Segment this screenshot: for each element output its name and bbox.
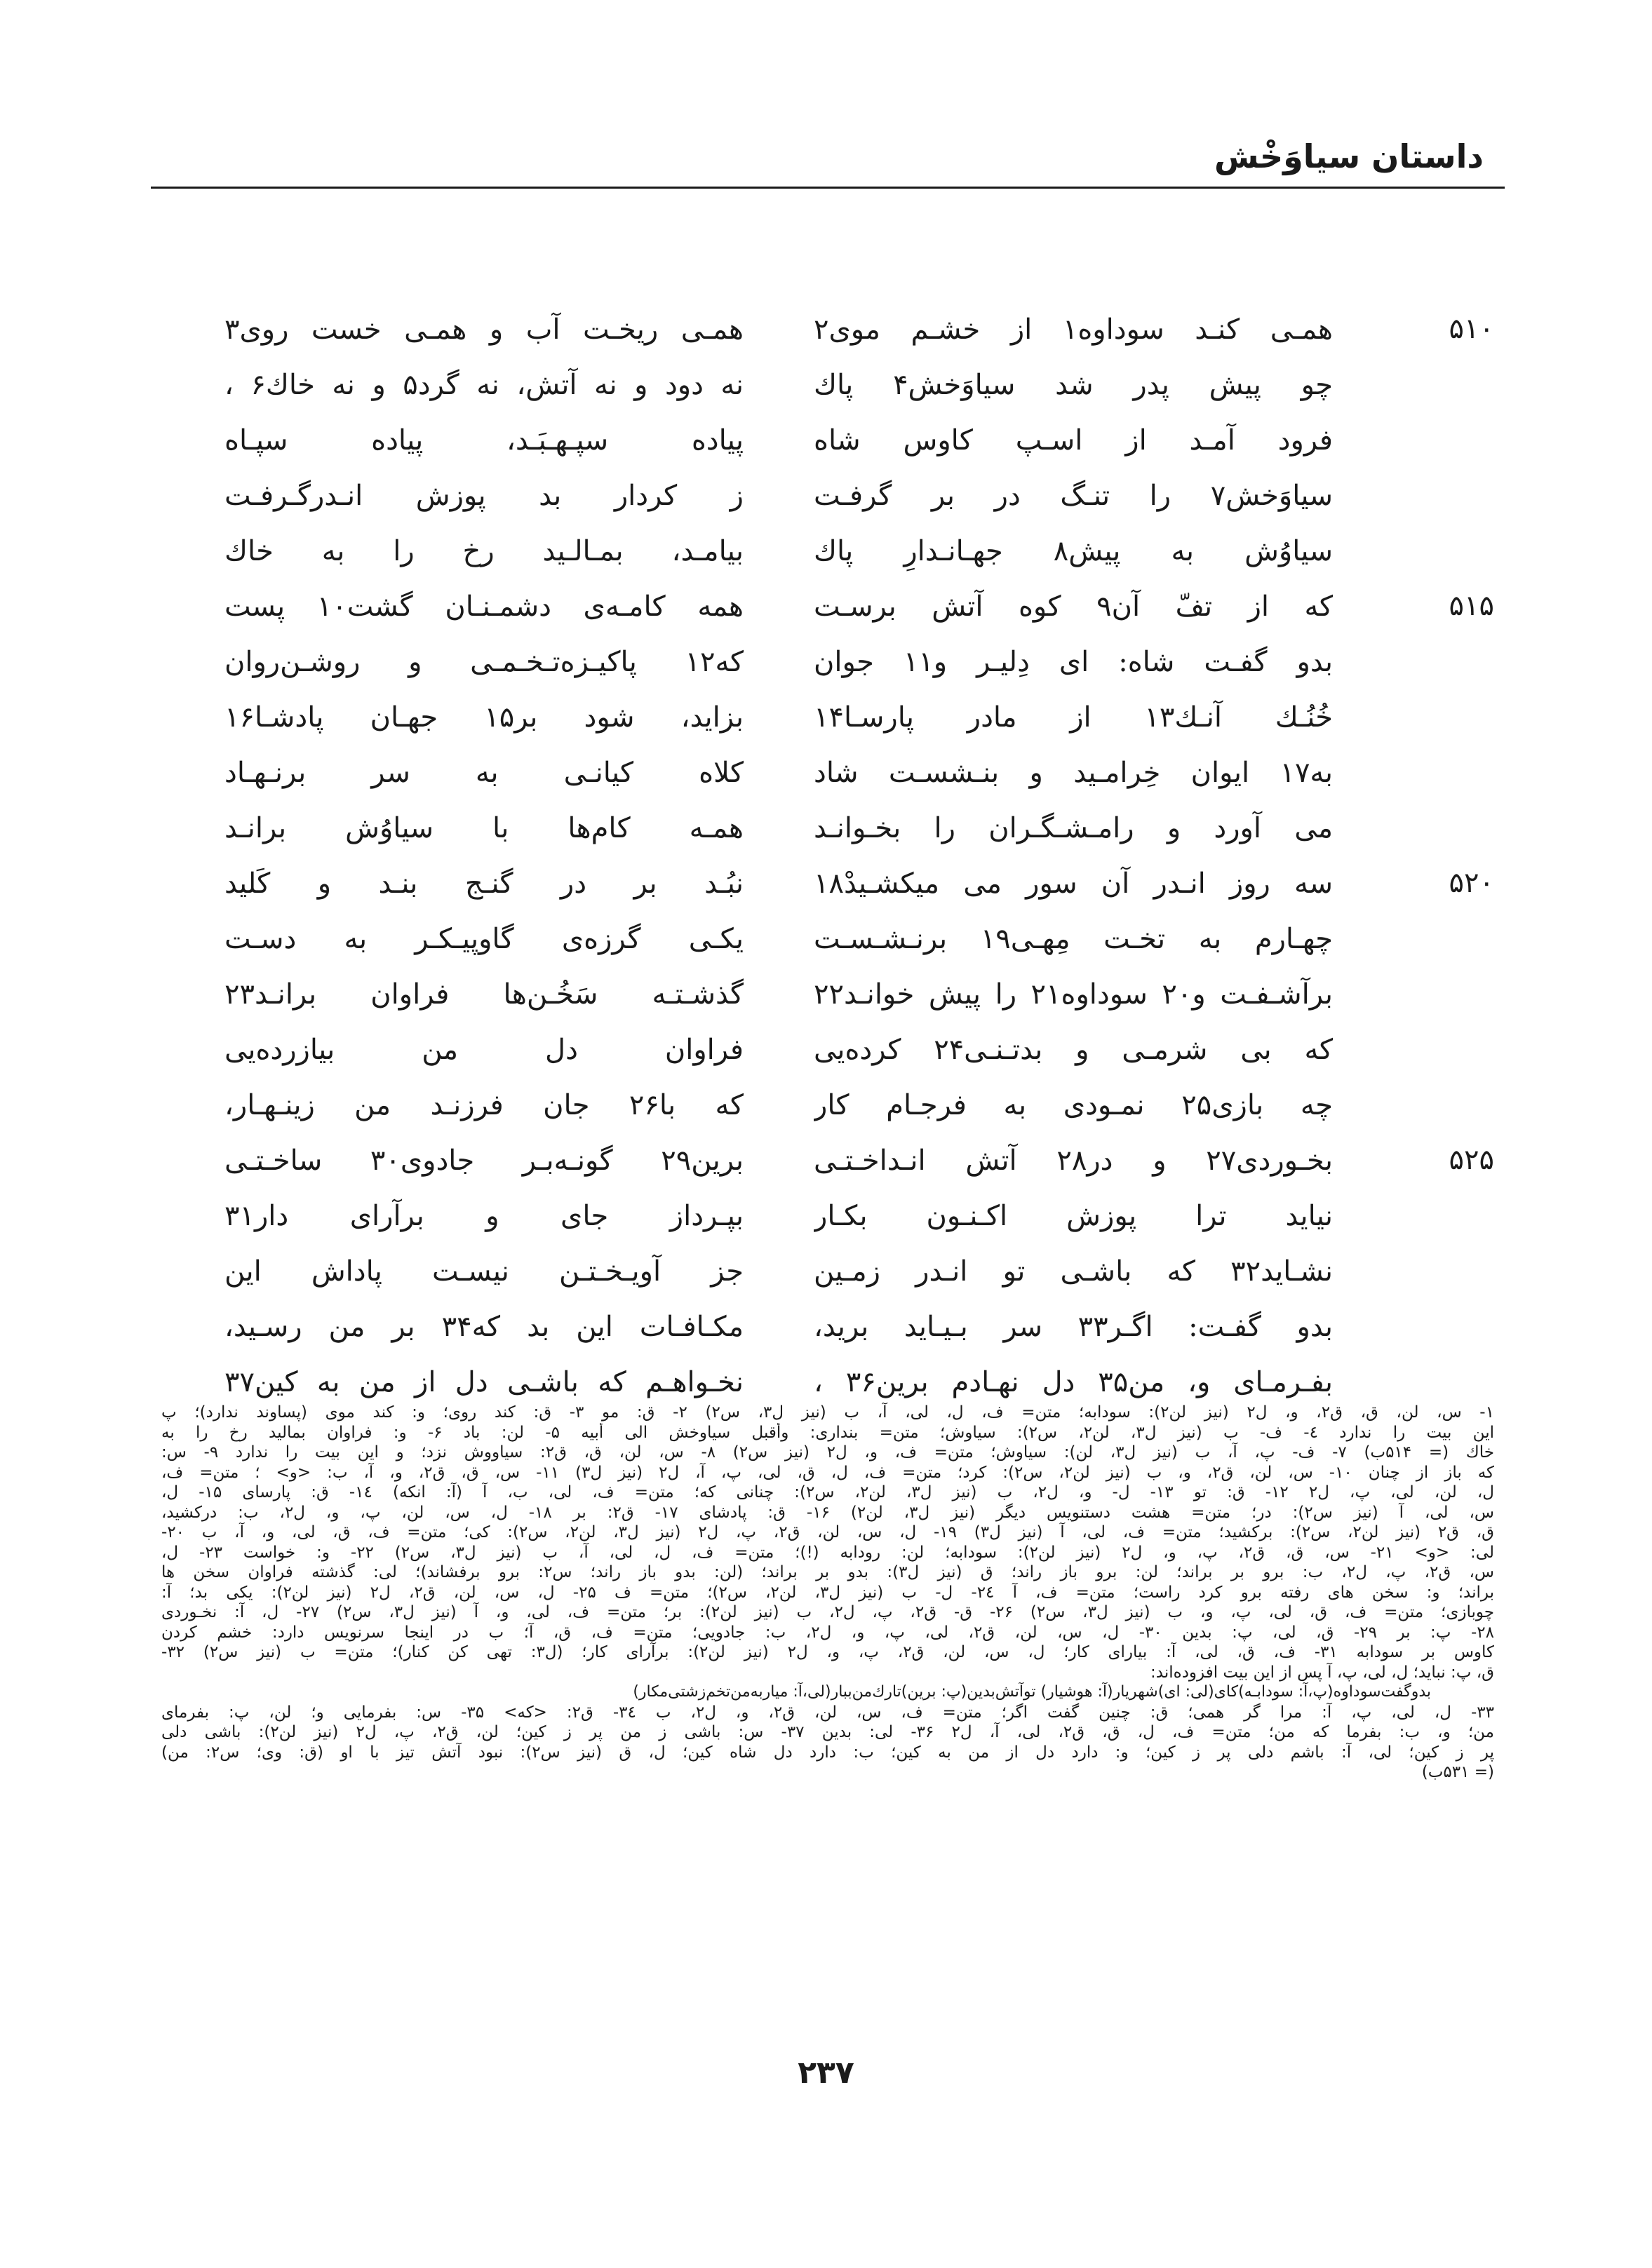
verse-row [161,530,1494,586]
footnote-line: ل، لن، لی، پ، ل۲ ۱۲- ق: تو ۱۳- ل- و، ل۲، ب (نیز ل۳، لن۲، س۲): چنانی که؛ متن= ف، لی، ب، آ (آ: انکه) ١٤- ق: پارسای ۱۵- ل، [161,1483,1494,1501]
footnote-line: این بیت را ندارد ٤- ف- ب (نیز ل۳، لن۲، س۲): سیاوش؛ متن= بنداری: وأقبل سیاوخش الی أبیه ۵- لن: باد ۶- و: فراوان بمالید رخ را به [161,1423,1494,1442]
verse-first-hemistich: نشـاید۳۲ که باشـی تو انـدر زمـین [814,1255,1333,1288]
verse-second-hemistich: نبُـد بر در گنـج بنـد و کَلید [224,868,744,900]
verse-first-hemistich: سیاوُش به پیش۸ جهـانـدارِ پاك [814,535,1333,567]
verse-second-hemistich: که۱۲ پاکیـزه‌تـخـمـی و روشـن‌روان [224,646,744,678]
verse-row [161,364,1494,419]
verse-row [161,586,1494,641]
footnote-line: (= ۵۳۱ب) [1421,1763,1494,1781]
verse-row [161,641,1494,696]
verse-second-hemistich: همـی ریخـت آب و همـی خست روی۳ [224,313,744,346]
verse-first-hemistich: نیاید ترا پوزش اکـنـون بکـار [814,1200,1333,1232]
verse-row [161,475,1494,530]
verse-second-hemistich: نه دود و نه آتش، نه گرد۵ و نه خاك۶ ، [224,369,744,401]
footnote-line: س، لی، آ (نیز س۲): در؛ متن= هشت دستنویس دیگر (نیز ل۳، لن۲) ۱۶- ق: پادشای ۱۷- ق۲: بر ۱۸- ل، س، لن، پ، و، ل۲، ب: درکشید، [161,1503,1494,1522]
footnote-line: ۱- س، لن، ق، ق۲، و، ل۲ (نیز لن۲): سودابه؛ متن= ف، ل، لی، آ، ب (نیز ل۳، س۲) ۲- ق: مو ۳- ق: کند روی؛ و: کند موی (پساوند ندارد)؛ پ [161,1403,1494,1422]
verse-second-hemistich: بزاید، شود بر۱۵ جهـان پادشـا۱۶ [224,701,744,734]
verse-first-hemistich: چه بازی۲۵ نمـودی به فرجـام کار [814,1089,1333,1121]
verse-first-hemistich: همـی کنـد سوداوه۱ از خشـم موی۲ [814,313,1333,346]
verse-row [161,419,1494,475]
verse-row [161,1306,1494,1361]
verse-first-hemistich: سه روز انـدر آن سور می میکشـیدْ۱۸ [814,868,1333,900]
verse-second-hemistich: ز کردار بد پوزش انـدرگـرفـت [224,480,744,512]
verse-second-hemistich: نخـواهـم که باشـی دل از من به کین۳۷ [224,1366,744,1398]
verse-second-hemistich: فراوان دل من بیازرده‌یی [224,1034,744,1066]
footnote-line: س، ق۲، پ، ل۲، ب: برو بر براند؛ لن: برو باز راند؛ ق (نیز ل۳): بدو بر براند؛ (لن: بدو باز راند؛ س۲: برو برفشاند)؛ لی: گذشته فراوان سخن ها [161,1563,1494,1581]
verse-first-hemistich: که از تفّ آن۹ کوه آتش برسـت [814,590,1333,623]
verse-row [161,1195,1494,1250]
verse-number: ۵۱۵ [1449,590,1494,622]
footnote-line: ق، ق۲ (نیز لن۲، س۲): برکشید؛ متن= ف، لی، آ (نیز ل۳) ۱۹- ل، س، لن، ق۲، پ، ل۲ (نیز ل۳، لن۲، س۲): کی؛ متن= ف، ق، لی، و، آ، ب ۲۰- [161,1523,1494,1541]
verse-row [161,1140,1494,1195]
verse-row [161,863,1494,918]
footnote-line: براند؛ و: سخن های رفته برو کرد راست؛ متن= ف، آ ۲٤- ل- ب (نیز ل۳، لن۲، س۲)؛ متن= ف ۲۵- ل، س، لن، ق۲، ل۲ (نیز لن۲): یکی بد؛ آ: [161,1583,1494,1602]
verse-first-hemistich: خُنُـك آنـك۱۳ از مادر پارسـا۱۴ [814,701,1333,734]
verse-first-hemistich: سیاوَخش۷ را تنـگ در بر گرفـت [814,480,1333,512]
verse-second-hemistich: جز آویـخـتـن نیسـت پاداش این [224,1255,744,1288]
footnote-line: ۳۳- ل، لی، پ، آ: مرا گر همی؛ ق: چنین گفت اگر؛ متن= ف، س، لن، ق۲، و، ل۲، ب ۳٤- ق۲: <که> ۳۵- س: بفرمایی و؛ لن، پ: بفرمای [161,1703,1494,1722]
footnote-line: خاك (= ۵۱۴ب) ۷- ف- پ، آ، ب (نیز ل۳، لن): سیاوش؛ متن= ف، و، ل۲ (نیز س۲) ۸- س، لن، ق، ق۲: سیاووش نزد؛ و این بیت را ندارد ۹- س: [161,1443,1494,1462]
footnote-line: ۲۸- پ: بر ۲۹- ق، لی، پ: بدین ۳۰- ل، س، لن، ق۲، لی، پ، و، ل۲، ب: جادویی؛ متن= ف، ق، آ؛ ب در اینجا سرنویس دارد: خشم کردن [161,1623,1494,1642]
verse-first-hemistich: چهـارم به تخـت مِهـی۱۹ برنـشـسـت [814,923,1333,955]
verse-first-hemistich: بدو گفـت: اگـر۳۳ سر بـیـاید برید، [814,1311,1333,1343]
footnote-line: که باز از چنان ۱۰- س، لن، ق۲، و، ب (نیز لن۲، س۲): کرد؛ متن= ف، ل، ق، لی، پ، آ، ل۲ (نیز ل۳) ۱۱- س، ق، ق۲، و، آ، ب: <و> ؛ متن= ف، [161,1463,1494,1482]
verse-second-hemistich: بیامـد، بمـالـید رخ را به خاك [224,535,744,567]
verse-number: ۵۱۰ [1449,313,1494,345]
verse-first-hemistich: فرود آمـد از اسـپ کاوس شاه [814,424,1333,457]
verse-row [161,918,1494,973]
footnote-added-verse: بدوگفت‌سوداوه(پ،آ: سودابـه)کای(لی: ای)شهریار(آ: هوشیار) توآتش‌بدین(پ: برین)تارك‌من‌ببار(لی،آ: میاربه‌من‌تخم‌زشتی‌مکار) [633,1683,1431,1701]
verse-second-hemistich: یکـی گرزه‌ی گاوپیـکـر به دسـت [224,923,744,955]
verse-second-hemistich: که با۲۶ جان فرزنـد من زینـهـار، [224,1089,744,1121]
verse-row [161,973,1494,1029]
verse-block [161,309,1494,1417]
footnote-line: من؛ و، ب: بفرما که من؛ متن= ف، ل، ق، ق۲، لی، آ، ل۲ ۳۶- لی: بدین ۳۷- س: باشی ز من پر ز کین؛ لن، ق۲، پ، ل۲ (نیز لن۲): باشی دلی [161,1723,1494,1741]
verse-row [161,1084,1494,1140]
verse-second-hemistich: گذشـتـه سَخُـن‌ها فراوان برانـد۲۳ [224,978,744,1011]
verse-row [161,696,1494,752]
verse-first-hemistich: به۱۷ ایوان خِرامـید و بنـشسـت شاد [814,757,1333,789]
footnote-line: لی: <و> ۲۱- س، ق، ق۲، پ، و، ل۲ (نیز لن۲): سودابه؛ لن: رودابه (!)؛ متن= ف، ل، لی، آ، ب (نیز ل۳، س۲) ۲۲- و: خواست ۲۳- ل، [161,1543,1494,1562]
verse-number: ۵۲۵ [1449,1144,1494,1176]
header-rule [151,187,1505,189]
verse-second-hemistich: همـه کام‌ها با سیاوُش برانـد [224,812,744,844]
page-number: ۲۳۷ [798,2055,854,2091]
verse-second-hemistich: مکـافـات این بد که۳۴ بر من رسـید، [224,1311,744,1343]
verse-first-hemistich: بخـوردی۲۷ و در۲۸ آتش انـداخـتـی [814,1145,1333,1177]
footnote-line: چوبازی؛ متن= ف، ق، لی، پ، و، ب (نیز ل۳، س۲) ۲۶- ق- ق۲، پ، ل۲، ب (نیز لن۲): بر؛ متن= ف، لی، و، آ (نیز ل۳، س۲) ۲۷- ل، آ: نخـوردی [161,1603,1494,1621]
footnote-line: ق، پ: نباید؛ ل، لی، پ، آ پس از این بیت افزوده‌اند: [1150,1663,1494,1682]
verse-second-hemistich: همه کامـه‌ی دشمـنـان گشت۱۰ پست [224,590,744,623]
verse-row [161,807,1494,863]
footnote-line: کاوس بر سودابه ۳۱- ف، ق، لی، آ: بیارای کار؛ ل، س، لن، ق۲، پ، و، ل۲ (نیز لن۲): برآرای کار؛ (ل۳: تهی کن کنار)؛ متن= ب (نیز س۲) ۳۲- [161,1643,1494,1661]
footnote-line: پر ز کین؛ لی، آ: باشم دلی پر ز کین؛ و: دارد دل از من به کین؛ ب: دارد دل شاه کین؛ ل، ق (نیز س۲): نبود آتش تیز با او (ق: وی؛ س۲: من) [161,1743,1494,1762]
verse-first-hemistich: که بی شرمـی و بدتـنـی۲۴ کرده‌یی [814,1034,1333,1066]
verse-second-hemistich: بپـرداز جای و برآرای دار۳۱ [224,1200,744,1232]
verse-second-hemistich: پیاده سپـهـبَـد، پیاده سپـاه [224,424,744,457]
verse-second-hemistich: برین۲۹ گونـه‌بـر جادوی۳۰ ساخـتـی [224,1145,744,1177]
footnotes [161,1403,1494,1783]
verse-first-hemistich: بدو گفـت شاه: ای دِلیـر و۱۱ جوان [814,646,1333,678]
verse-row [161,1029,1494,1084]
verse-first-hemistich: برآشـفـت و۲۰ سوداوه۲۱ را پیش خوانـد۲۲ [814,978,1333,1011]
verse-row [161,752,1494,807]
running-header-title: داستان سیاوَخْش [1214,137,1484,175]
verse-number: ۵۲۰ [1449,867,1494,899]
verse-first-hemistich: بفـرمـای و، من۳۵ دل نهـادم برین۳۶ ، [814,1366,1333,1398]
verse-first-hemistich: می آورد و رامـشـگـران را بخـوانـد [814,812,1333,844]
verse-row [161,1250,1494,1306]
verse-second-hemistich: کلاه کیانـی به سر برنـهـاد [224,757,744,789]
verse-first-hemistich: چو پیش پدر شد سیاوَخش۴ پاك [814,369,1333,401]
verse-row [161,309,1494,364]
